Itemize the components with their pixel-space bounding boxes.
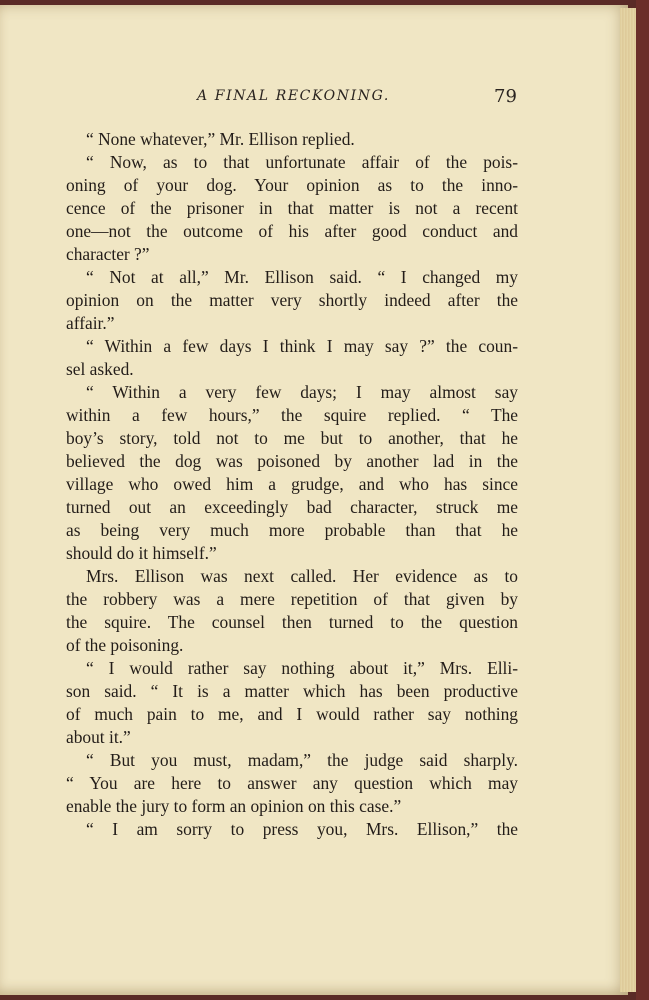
text-line: opinion on the matter very shortly indeed after the [66, 290, 518, 310]
page-number: 79 [494, 86, 517, 107]
text-line: of the poisoning. [66, 635, 184, 655]
text-line: “ Within a very few days; I may almost say [86, 382, 518, 402]
text-line: “ None whatever,” Mr. Ellison replied. [86, 129, 355, 149]
text-line: sel asked. [66, 359, 134, 379]
text-line: one—not the outcome of his after good conduct and [66, 221, 518, 241]
text-line: “ Within a few days I think I may say ?” the coun- [86, 336, 518, 356]
book-cover-edge [636, 0, 649, 1000]
text-line: “ Not at all,” Mr. Ellison said. “ I changed my [86, 267, 518, 287]
text-line: as being very much more probable than that he [66, 520, 518, 540]
text-line: about it.” [66, 727, 131, 747]
text-line: “ But you must, madam,” the judge said sharply. [86, 750, 518, 770]
running-head: A FINAL RECKONING. [197, 88, 390, 104]
text-line: of much pain to me, and I would rather say nothing [66, 704, 518, 724]
page-header [0, 84, 628, 114]
text-line: “ Now, as to that unfortunate affair of the pois- [86, 152, 518, 172]
body-text [66, 128, 518, 841]
text-line: character ?” [66, 244, 150, 264]
text-line: should do it himself.” [66, 543, 217, 563]
text-line: Mrs. Ellison was next called. Her evidence as to [86, 566, 518, 586]
text-line: boy’s story, told not to me but to another, that he [66, 428, 518, 448]
text-line: believed the dog was poisoned by another lad in the [66, 451, 518, 471]
text-line: within a few hours,” the squire replied. “ The [66, 405, 518, 425]
text-line: affair.” [66, 313, 115, 333]
text-line: “ I am sorry to press you, Mrs. Ellison,” the [86, 819, 518, 839]
text-line: son said. “ It is a matter which has been productive [66, 681, 518, 701]
page-edges [620, 8, 636, 992]
text-line: the squire. The counsel then turned to the question [66, 612, 518, 632]
text-line: turned out an exceedingly bad character, struck me [66, 497, 518, 517]
text-line: “ I would rather say nothing about it,” Mrs. Elli- [86, 658, 518, 678]
text-line: village who owed him a grudge, and who has since [66, 474, 518, 494]
text-line: “ You are here to answer any question which may [66, 773, 518, 793]
text-line: the robbery was a mere repetition of that given by [66, 589, 518, 609]
text-line: enable the jury to form an opinion on this case.” [66, 796, 402, 816]
text-line: oning of your dog. Your opinion as to the inno- [66, 175, 518, 195]
text-line: cence of the prisoner in that matter is not a recent [66, 198, 518, 218]
